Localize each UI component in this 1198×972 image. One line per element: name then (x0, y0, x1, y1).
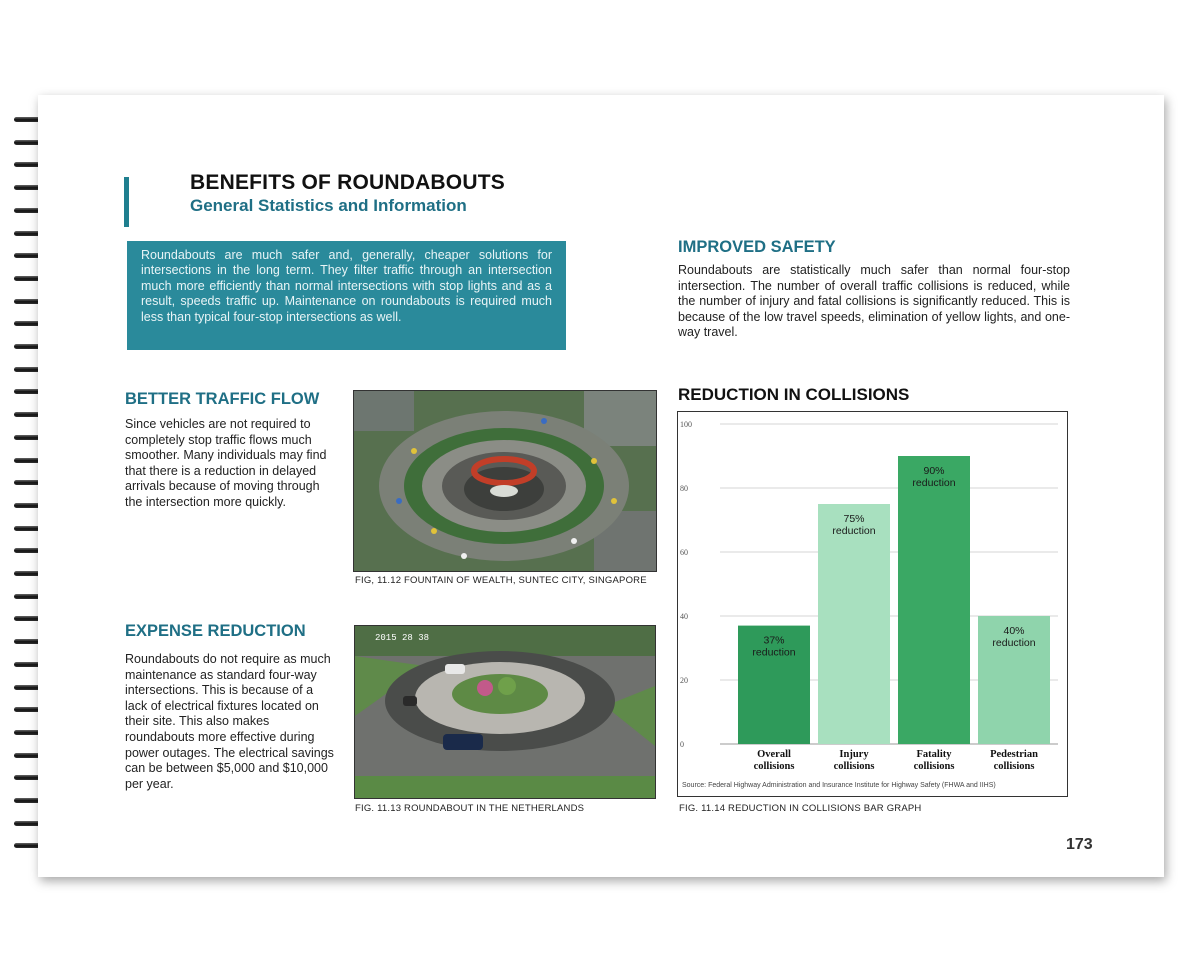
y-tick-label: 20 (680, 676, 688, 685)
y-tick-label: 80 (680, 484, 688, 493)
improved-safety-heading: IMPROVED SAFETY (678, 238, 836, 256)
page-title: BENEFITS OF ROUNDABOUTS (190, 171, 505, 194)
fig-11-14-caption: FIG. 11.14 REDUCTION IN COLLISIONS BAR GRAPH (679, 803, 922, 814)
bar (818, 504, 890, 744)
bar-value-label: 37% (763, 634, 785, 647)
fountain-of-wealth-photo (353, 390, 657, 572)
y-tick-label: 0 (680, 740, 684, 749)
bar-value-label: reduction (992, 637, 1036, 649)
bar-value-label: reduction (752, 646, 796, 659)
netherlands-roundabout-photo (354, 625, 656, 799)
expense-reduction-heading: EXPENSE REDUCTION (125, 622, 306, 640)
x-category-label: collisions (913, 761, 955, 772)
y-tick-label: 60 (680, 548, 688, 557)
roundabout-street-image (355, 626, 655, 798)
y-tick-label: 100 (680, 420, 692, 429)
page-subtitle: General Statistics and Information (190, 196, 467, 215)
x-category-label: Fatality (916, 749, 952, 760)
x-category-label: collisions (753, 761, 795, 772)
fountain-aerial-image (354, 391, 656, 571)
bar-value-label: 75% (843, 513, 865, 525)
x-category-label: Injury (839, 749, 869, 760)
chart-heading: REDUCTION IN COLLISIONS (678, 385, 910, 404)
title-accent-bar (124, 177, 129, 227)
bar-value-label: reduction (912, 477, 956, 489)
fig-11-13-caption: FIG. 11.13 ROUNDABOUT IN THE NETHERLANDS (355, 803, 585, 814)
collision-reduction-chart (678, 412, 1067, 796)
y-tick-label: 40 (680, 612, 688, 621)
chart-frame (677, 411, 1068, 797)
bar-value-label: reduction (832, 525, 876, 537)
expense-reduction-text: Roundabouts do not require as much maintenance as standard four-way intersections. This is because of a lack of electrical fixtures located on their site. This also makes roundabouts more effective during power outages. The electrical savings can be between $5,000 and $10,000 per year. (125, 652, 334, 791)
improved-safety-text: Roundabouts are statistically much safer than normal four-stop intersection. The number of overall traffic collisions is reduced, while the number of injury and fatal collisions is significantly reduced. This is because of the low travel speeds, elimination of yellow lights, and one-way travel. (678, 263, 1070, 340)
chart-source-note: Source: Federal Highway Administration and Insurance Institute for Highway Safety (FHWA and IIHS) (682, 782, 996, 789)
bar-value-label: 40% (1003, 625, 1025, 637)
photo-timestamp: 2015 28 38 (375, 633, 430, 643)
traffic-flow-text: Since vehicles are not required to completely stop traffic flows much smoother. Many individuals may find that there is a reduction in delayed arrivals because of moving through the intersection more quickly. (125, 417, 327, 509)
intro-callout: Roundabouts are much safer and, generally, cheaper solutions for intersections in the long term. They filter traffic through an intersection much more efficiently than normal intersections with stop lights and as a result, speeds traffic up. Maintenance on roundabouts is required much less than typical four-stop intersections as well. (127, 241, 566, 350)
x-category-label: collisions (833, 761, 875, 772)
bar (898, 456, 970, 744)
x-category-label: Overall (757, 749, 791, 760)
x-category-label: Pedestrian (990, 749, 1038, 760)
bar-value-label: 90% (923, 465, 945, 477)
x-category-label: collisions (993, 761, 1035, 772)
page-number: 173 (1066, 836, 1093, 853)
fig-11-12-caption: FIG, 11.12 FOUNTAIN OF WEALTH, SUNTEC CITY, SINGAPORE (355, 575, 647, 586)
traffic-flow-heading: BETTER TRAFFIC FLOW (125, 390, 320, 408)
